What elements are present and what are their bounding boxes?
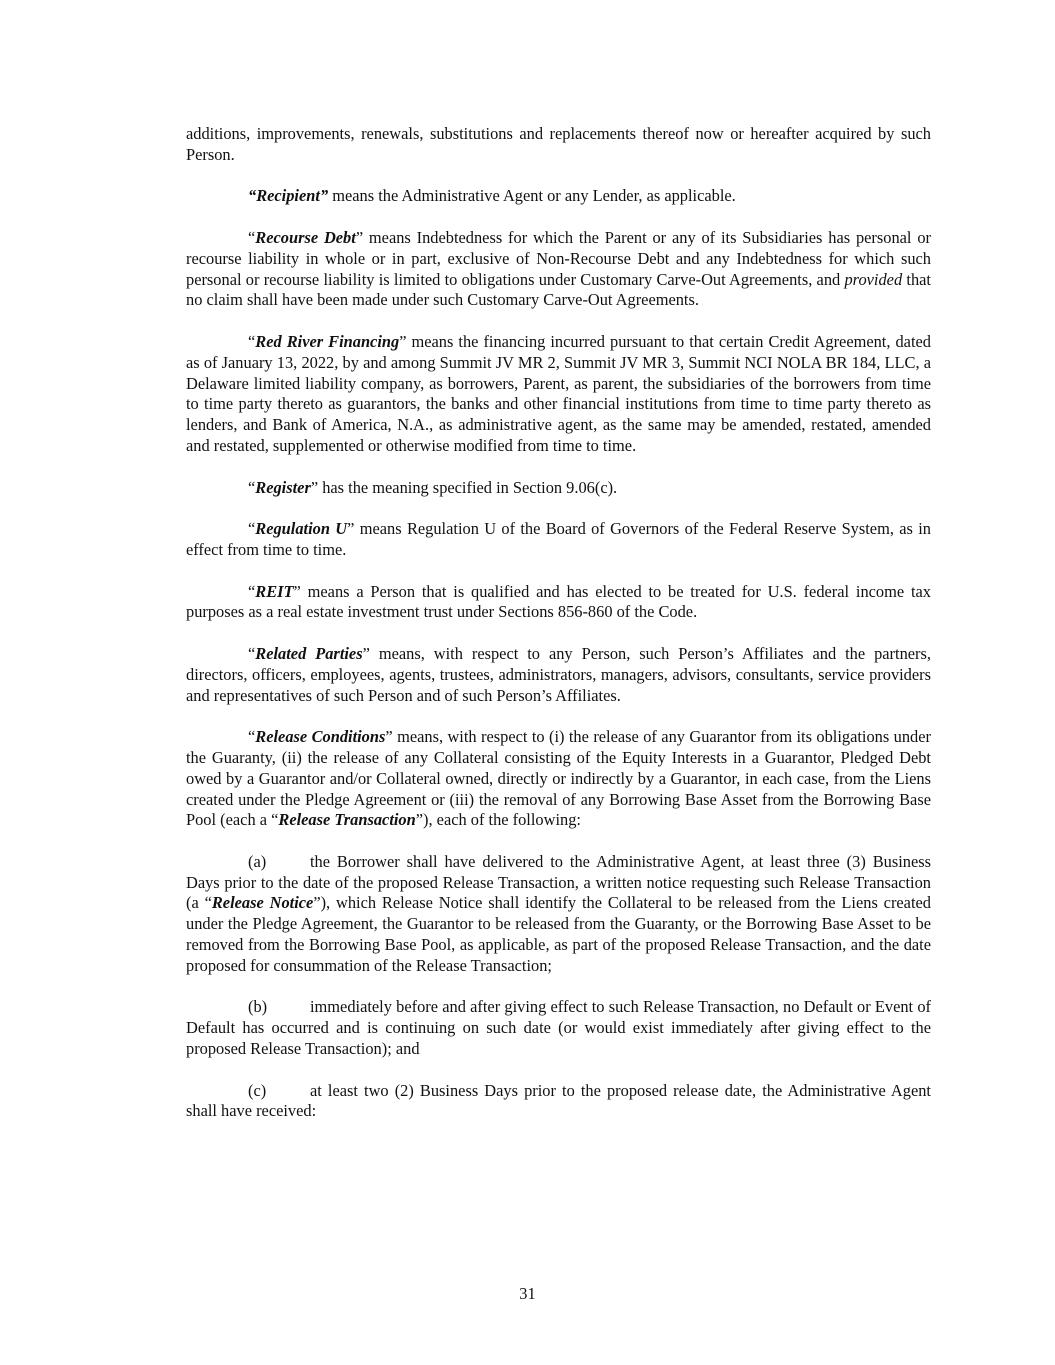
defined-term: “Recipient” <box>248 186 329 206</box>
definition-red-river-financing: “Red River Financing” means the financing incurred pursuant to that certain Credit Agreement, dated as of January 13, 2022, by and among Summit JV MR 2, Summit JV MR 3, Summit NCI NOLA BR 184, LLC, a Delaware limited liability company, as borrowers, Parent, as parent, the subsidiaries of the borrowers from time to time party thereto as guarantors, the banks and other financial institutions from time to time party thereto as lenders, and Bank of America, N.A., as administrative agent, as the same may be amended, restated, amended and restated, supplemented or otherwise modified from time to time. <box>186 331 931 455</box>
definition-reit: “REIT” means a Person that is qualified and has elected to be treated for U.S. federal income tax purposes as a real estate investment trust under Sections 856-860 of the Code. <box>186 581 931 622</box>
clause-c: (c) at least two (2) Business Days prior to the proposed release date, the Administrative Agent shall have received: <box>186 1080 931 1121</box>
definition-recourse-debt: “Recourse Debt” means Indebtedness for which the Parent or any of its Subsidiaries has personal or recourse liability in whole or in part, exclusive of Non-Recourse Debt and any Indebtedness for which such personal or recourse liability is limited to obligations under Customary Carve-Out Agreements, and provided that no claim shall have been made under such Customary Carve-Out Agreements. <box>186 227 931 310</box>
defined-term: Release Conditions <box>255 727 386 747</box>
defined-term: Register <box>255 477 311 497</box>
clause-b: (b) immediately before and after giving effect to such Release Transaction, no Default or Event of Default has occurred and is continuing on such date (or would exist immediately after giving effect to the proposed Release Transaction); and <box>186 997 931 1059</box>
clause-a: (a) the Borrower shall have delivered to the Administrative Agent, at least three (3) Business Days prior to the date of the proposed Release Transaction, a written notice requesting such Release Transaction (a “Release Notice”), which Release Notice shall identify the Collateral to be released from the Liens created under the Pledge Agreement, the Guarantor to be released from the Guaranty, or the Borrowing Base Asset to be removed from the Borrowing Base Pool, as applicable, as part of the proposed Release Transaction, and the date proposed for consummation of the Release Transaction; <box>186 851 931 975</box>
clause-label: (c) <box>248 1080 267 1100</box>
inline-defined-term: Release Notice <box>211 893 314 913</box>
italic-word: provided <box>844 269 903 289</box>
clause-label: (a) <box>248 851 267 871</box>
definition-related-parties: “Related Parties” means, with respect to any Person, such Person’s Affiliates and the partners, directors, officers, employees, agents, trustees, administrators, managers, advisors, consultants, service providers and representatives of such Person and of such Person’s Affiliates. <box>186 643 931 705</box>
inline-defined-term: Release Transaction <box>278 810 416 830</box>
continuation-paragraph: additions, improvements, renewals, substitutions and replacements thereof now or hereafter acquired by such Person. <box>186 124 931 164</box>
definition-regulation-u: “Regulation U” means Regulation U of the Board of Governors of the Federal Reserve System, as in effect from time to time. <box>186 519 931 559</box>
defined-term: REIT <box>255 581 294 601</box>
definition-recipient: “Recipient” means the Administrative Agent or any Lender, as applicable. <box>248 186 736 206</box>
defined-term: Red River Financing <box>255 331 400 351</box>
definition-release-conditions: “Release Conditions” means, with respect to (i) the release of any Guarantor from its obligations under the Guaranty, (ii) the release of any Collateral consisting of the Equity Interests in a Guarantor, Pledged Debt owed by a Guarantor and/or Collateral owned, directly or indirectly by a Guarantor, in each case, from the Liens created under the Pledge Agreement or (iii) the removal of any Borrowing Base Asset from the Borrowing Base Pool (each a “Release Transaction”), each of the following: <box>186 727 931 830</box>
defined-term: Recourse Debt <box>255 227 356 247</box>
document-page <box>186 124 931 1143</box>
defined-term: Regulation U <box>255 519 348 539</box>
page-number: 31 <box>519 1284 536 1303</box>
clause-label: (b) <box>248 997 268 1017</box>
defined-term: Related Parties <box>255 643 363 663</box>
definition-register: “Register” has the meaning specified in Section 9.06(c). <box>248 477 618 497</box>
